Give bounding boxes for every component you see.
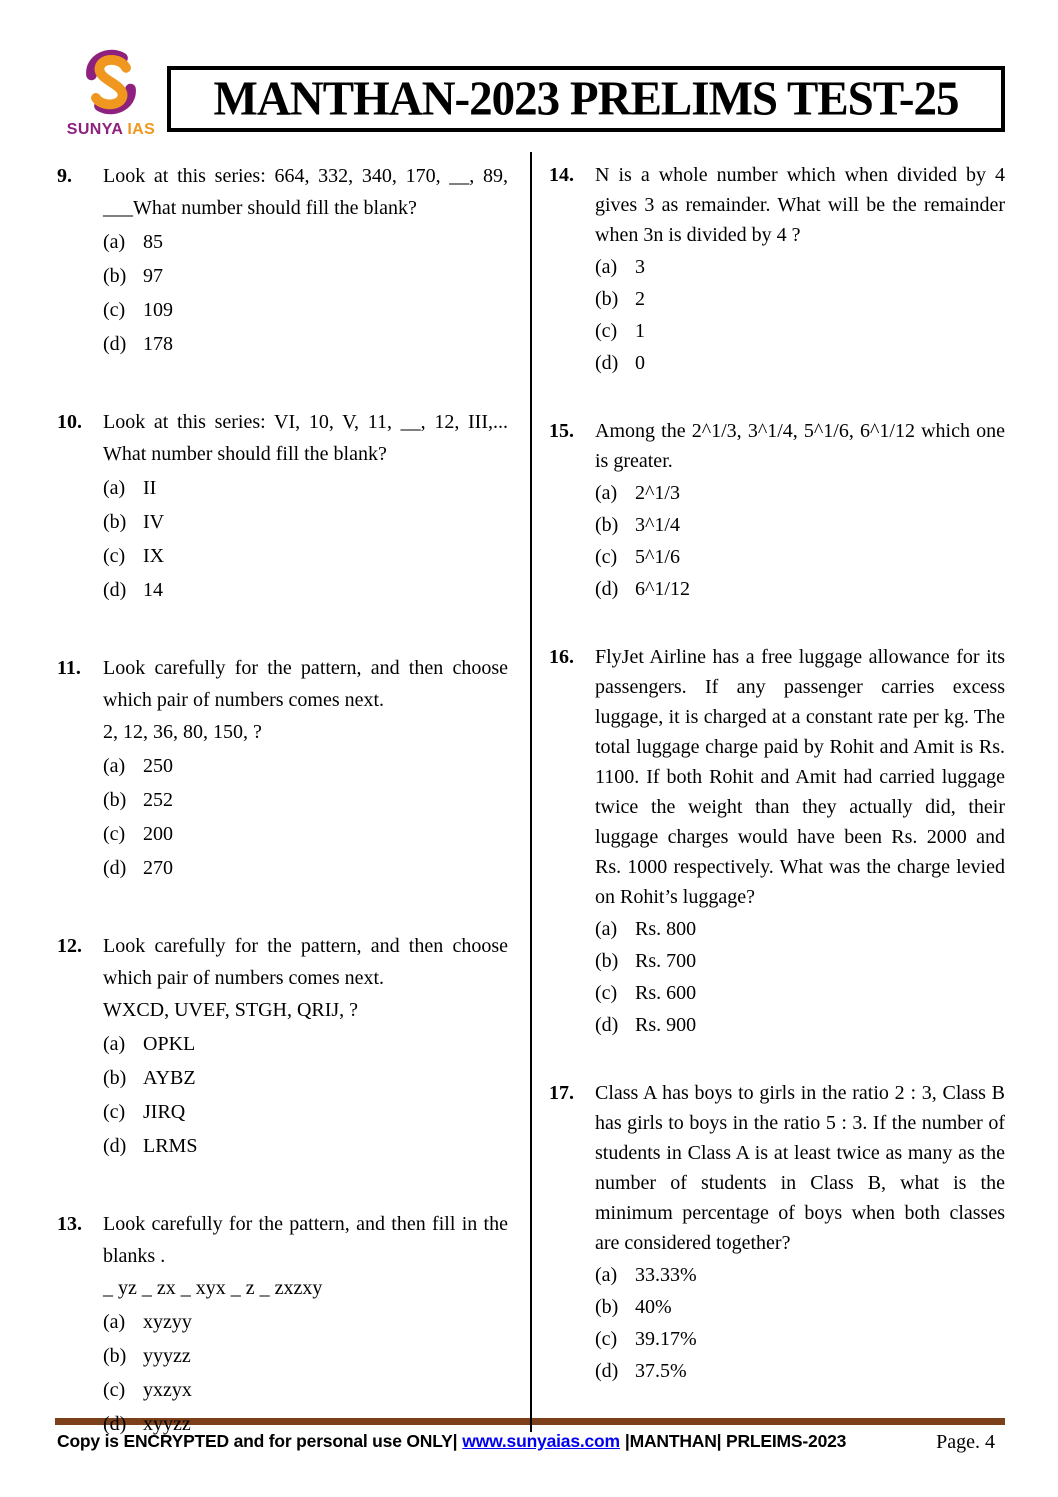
option-letter: (b) (595, 1296, 619, 1318)
option-letter: (a) (103, 231, 126, 253)
question-number: 17. (549, 1082, 574, 1104)
option-letter: (d) (595, 1360, 619, 1382)
options-list (103, 226, 508, 360)
question-text: Look at this series: VI, 10, V, 11, __, 12, III,... What number should fill the blank? (103, 411, 508, 465)
option-letter: (d) (595, 1014, 619, 1036)
question-text: Class A has boys to girls in the ratio 2 : 3, Class B has girls to boys in the ratio 5 : 3. If the number of students in Class A is at least twice as many as the number of students in Class B, what is the minimum percentage of boys when both classes are considered together? (595, 1082, 1005, 1254)
option-text: 250 (143, 755, 173, 777)
answer-option (595, 478, 1005, 508)
option-letter: (d) (103, 579, 127, 601)
question-body (103, 652, 508, 884)
website-link[interactable]: www.sunyaias.com (462, 1431, 620, 1451)
option-letter: (a) (595, 1264, 618, 1286)
logo-wordmark (67, 121, 155, 139)
options-list (595, 478, 1005, 604)
option-text: IX (143, 545, 165, 567)
option-letter: (b) (595, 288, 619, 310)
options-list (103, 1306, 508, 1440)
answer-option (103, 506, 508, 538)
option-text: 270 (143, 857, 173, 879)
answer-option (595, 284, 1005, 314)
question-number: 15. (549, 420, 574, 442)
option-text: 6^1/12 (635, 578, 690, 600)
question-series: _ yz _ zx _ xyx _ z _ zxzxy (103, 1277, 323, 1299)
answer-option (103, 1062, 508, 1094)
question-body (595, 416, 1005, 604)
option-text: AYBZ (143, 1067, 196, 1089)
logo-text-sunya: SUNYA (66, 121, 124, 138)
question-number: 12. (57, 935, 82, 957)
option-text: 109 (143, 299, 173, 321)
question-columns (55, 152, 1005, 1435)
answer-option (103, 1028, 508, 1060)
option-text: yyyzz (143, 1345, 191, 1367)
option-text: yxzyx (143, 1379, 192, 1401)
option-text: 97 (143, 265, 163, 287)
answer-option (595, 348, 1005, 378)
answer-option (103, 574, 508, 606)
question-number: 11. (57, 657, 81, 679)
option-letter: (a) (103, 1311, 126, 1333)
option-letter: (c) (103, 1379, 126, 1401)
question-number: 16. (549, 646, 574, 668)
option-text: 40% (635, 1296, 672, 1318)
option-letter: (b) (103, 789, 127, 811)
question-block (57, 652, 508, 884)
answer-option (103, 750, 508, 782)
answer-option (103, 472, 508, 504)
page-title: MANTHAN-2023 PRELIMS TEST-25 (213, 71, 959, 127)
question-series: 2, 12, 36, 80, 150, ? (103, 721, 262, 743)
option-text: 0 (635, 352, 645, 374)
question-text: Look at this series: 664, 332, 340, 170, __, 89, ___What number should fill the blank? (103, 165, 508, 219)
answer-option (103, 1130, 508, 1162)
option-letter: (a) (595, 256, 618, 278)
option-letter: (b) (103, 511, 127, 533)
option-letter: (a) (103, 755, 126, 777)
answer-option (595, 1324, 1005, 1354)
logo-text-ias: IAS (127, 121, 156, 138)
question-block (549, 1078, 1005, 1386)
answer-option (103, 294, 508, 326)
option-text: 3^1/4 (635, 514, 680, 536)
option-text: 85 (143, 231, 163, 253)
answer-option (595, 914, 1005, 944)
options-list (595, 252, 1005, 378)
option-text: xyzyy (143, 1311, 192, 1333)
question-block (549, 416, 1005, 604)
option-letter: (a) (595, 482, 618, 504)
question-body (103, 160, 508, 360)
option-text: 1 (635, 320, 645, 342)
answer-option (595, 946, 1005, 976)
question-text: FlyJet Airline has a free luggage allowance for its passengers. If any passenger carries excess luggage, it is charged at a constant rate per kg. The total luggage charge paid by Rohit and Amit is Rs. 1100. If both Rohit and Amit had carried luggage twice the weight than they actually did, their luggage charges would have been Rs. 2000 and Rs. 1000 respectively. What was the charge levied on Rohit’s luggage? (595, 646, 1005, 908)
answer-option (103, 852, 508, 884)
option-letter: (c) (595, 546, 618, 568)
page-header (55, 46, 1005, 150)
question-text: N is a whole number which when divided by 4 gives 3 as remainder. What will be the remainder when 3n is divided by 4 ? (595, 164, 1005, 246)
answer-option (103, 818, 508, 850)
option-letter: (d) (595, 352, 619, 374)
option-text: 14 (143, 579, 163, 601)
title-banner (167, 66, 1005, 132)
option-text: Rs. 600 (635, 982, 697, 1004)
question-text: Look carefully for the pattern, and then choose which pair of numbers comes next. (103, 657, 508, 711)
question-number: 9. (57, 165, 72, 187)
option-letter: (c) (103, 545, 126, 567)
question-series: WXCD, UVEF, STGH, QRIJ, ? (103, 999, 359, 1021)
option-text: 33.33% (635, 1264, 697, 1286)
answer-option (595, 1292, 1005, 1322)
question-block (549, 642, 1005, 1040)
answer-option (595, 542, 1005, 572)
left-column (55, 152, 530, 1435)
option-text: LRMS (143, 1135, 198, 1157)
option-text: Rs. 700 (635, 950, 697, 972)
option-letter: (d) (103, 857, 127, 879)
option-text: 5^1/6 (635, 546, 680, 568)
option-letter: (d) (103, 1413, 127, 1435)
question-text: Look carefully for the pattern, and then fill in the blanks . (103, 1213, 508, 1267)
question-body (595, 1078, 1005, 1386)
footer-notice-line (57, 1431, 846, 1452)
option-letter: (c) (595, 1328, 618, 1350)
option-letter: (a) (103, 1033, 126, 1055)
footer-suffix: |MANTHAN| PRLEIMS-2023 (624, 1431, 847, 1451)
answer-option (103, 1306, 508, 1338)
answer-option (595, 1260, 1005, 1290)
question-number: 14. (549, 164, 574, 186)
answer-option (103, 1096, 508, 1128)
question-block (57, 160, 508, 360)
option-letter: (b) (103, 1067, 127, 1089)
option-letter: (a) (595, 918, 618, 940)
answer-option (595, 316, 1005, 346)
question-block (57, 1208, 508, 1440)
options-list (103, 472, 508, 606)
option-letter: (d) (103, 333, 127, 355)
question-block (549, 160, 1005, 378)
option-text: xyyzz (143, 1413, 191, 1435)
question-block (57, 930, 508, 1162)
question-body (103, 930, 508, 1162)
answer-option (595, 978, 1005, 1008)
answer-option (103, 1374, 508, 1406)
option-letter: (d) (103, 1135, 127, 1157)
option-text: 37.5% (635, 1360, 687, 1382)
question-block (57, 406, 508, 606)
question-body (595, 642, 1005, 1040)
option-text: OPKL (143, 1033, 196, 1055)
right-column (532, 152, 1005, 1418)
option-text: 2^1/3 (635, 482, 680, 504)
question-body (595, 160, 1005, 378)
option-letter: (b) (595, 514, 619, 536)
option-text: 178 (143, 333, 173, 355)
option-text: 39.17% (635, 1328, 697, 1350)
options-list (103, 750, 508, 884)
option-text: Rs. 800 (635, 918, 697, 940)
copyright-notice: Copy is ENCRYPTED and for personal use ONLY| (57, 1431, 458, 1451)
question-body (103, 1208, 508, 1440)
options-list (595, 914, 1005, 1040)
answer-option (595, 574, 1005, 604)
option-text: II (143, 477, 157, 499)
answer-option (103, 328, 508, 360)
option-text: IV (143, 511, 165, 533)
option-letter: (c) (595, 320, 618, 342)
question-number: 13. (57, 1213, 82, 1235)
option-letter: (c) (103, 299, 126, 321)
option-letter: (d) (595, 578, 619, 600)
answer-option (595, 252, 1005, 282)
option-text: Rs. 900 (635, 1014, 697, 1036)
sunya-ias-logo (55, 46, 167, 139)
option-letter: (a) (103, 477, 126, 499)
option-text: 3 (635, 256, 645, 278)
option-text: 252 (143, 789, 173, 811)
option-letter: (b) (103, 1345, 127, 1367)
answer-option (103, 226, 508, 258)
option-letter: (b) (103, 265, 127, 287)
option-letter: (c) (595, 982, 618, 1004)
answer-option (103, 260, 508, 292)
page-number: Page. 4 (936, 1431, 995, 1453)
option-text: 2 (635, 288, 645, 310)
question-text: Look carefully for the pattern, and then choose which pair of numbers comes next. (103, 935, 508, 989)
answer-option (103, 540, 508, 572)
option-letter: (c) (103, 1101, 126, 1123)
question-text: Among the 2^1/3, 3^1/4, 5^1/6, 6^1/12 which one is greater. (595, 420, 1005, 472)
question-body (103, 406, 508, 606)
answer-option (595, 510, 1005, 540)
question-number: 10. (57, 411, 82, 433)
sunya-ias-logo-icon (80, 46, 142, 118)
option-text: 200 (143, 823, 173, 845)
option-letter: (c) (103, 823, 126, 845)
answer-option (103, 784, 508, 816)
answer-option (595, 1010, 1005, 1040)
answer-option (103, 1340, 508, 1372)
option-text: JIRQ (143, 1101, 186, 1123)
options-list (103, 1028, 508, 1162)
answer-option (595, 1356, 1005, 1386)
option-letter: (b) (595, 950, 619, 972)
options-list (595, 1260, 1005, 1386)
